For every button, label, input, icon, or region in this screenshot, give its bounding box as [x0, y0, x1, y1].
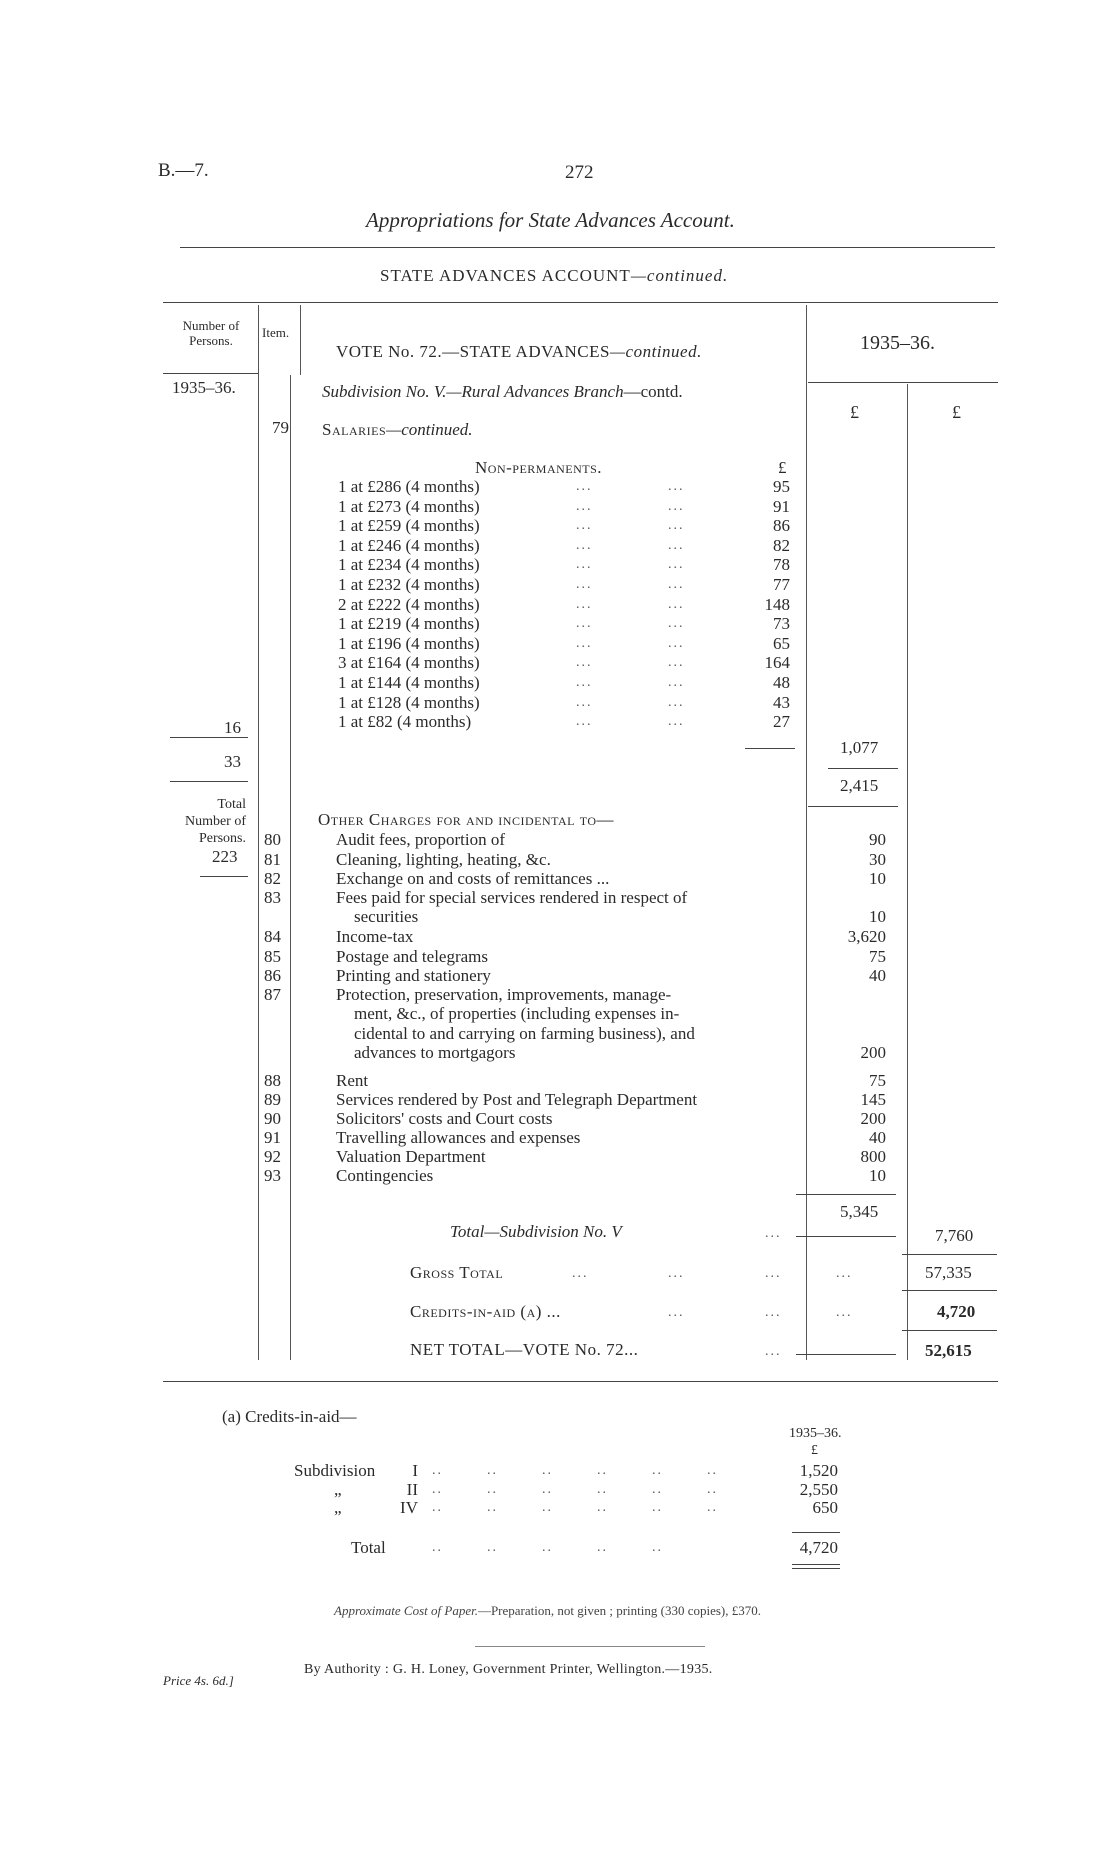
other-charges-subtotal: 5,345	[840, 1202, 879, 1221]
charge-amount: 40	[869, 1128, 886, 1147]
non-permanent-dots: ...	[668, 577, 685, 592]
charge-amount: 145	[860, 1090, 886, 1109]
charge-amount: 90	[869, 830, 886, 849]
charge-amount: 75	[869, 947, 886, 966]
charge-label-continuation: securities	[354, 907, 419, 927]
subdivision-total-dots: ...	[765, 1226, 782, 1241]
other-charges-rule	[796, 1194, 896, 1195]
credits-dots-3: ...	[836, 1305, 853, 1320]
credits-note-amount: 2,550	[799, 1479, 838, 1499]
credits-dots-1: ...	[668, 1305, 685, 1320]
charge-amount: 3,620	[847, 927, 886, 946]
non-permanent-dots: ...	[576, 714, 593, 730]
title-rule	[180, 247, 995, 248]
credits-note-label: „	[334, 1479, 342, 1499]
non-permanent-label: 1 at £234 (4 months)	[338, 555, 480, 575]
charge-item-number: 85	[264, 947, 281, 966]
gross-total-dots-1: ...	[572, 1266, 589, 1281]
cost-of-paper-label: Approximate Cost of Paper.	[334, 1603, 478, 1618]
subdivision-heading	[322, 382, 683, 402]
charge-amount: 10	[869, 869, 886, 888]
gross-total-label: Gross Total	[410, 1263, 504, 1282]
charge-amount: 800	[860, 1147, 886, 1166]
credits-note-amount: 1,520	[799, 1461, 838, 1480]
non-permanents-heading: Non-permanents.	[475, 458, 603, 477]
net-total-value: 52,615	[925, 1341, 972, 1360]
page-title: Appropriations for State Advances Account.	[366, 208, 735, 232]
non-permanent-dots: ...	[576, 694, 593, 710]
charge-label-continuation: ment, &c., of properties (including expenses in-	[354, 1004, 680, 1024]
vote-header	[336, 342, 702, 362]
credits-rule	[902, 1330, 997, 1331]
charge-label: Solicitors' costs and Court costs	[336, 1109, 553, 1128]
non-permanent-dots: ...	[668, 596, 685, 612]
non-permanent-label: 2 at £222 (4 months)	[338, 594, 480, 614]
non-permanent-amount: 43	[773, 692, 790, 712]
gross-total-dots-2: ...	[668, 1266, 685, 1281]
year-header-rule	[808, 382, 998, 383]
non-permanent-amount: 86	[773, 516, 790, 536]
charge-item-number: 88	[264, 1071, 281, 1090]
non-permanent-amount: 164	[764, 653, 790, 673]
non-permanent-dots: ...	[576, 479, 593, 494]
salaries-cont: —continued.	[386, 420, 473, 439]
non-permanent-amount: 27	[773, 712, 790, 732]
non-permanent-dots: ...	[668, 479, 685, 494]
total-persons-label-line1: Total	[217, 797, 246, 812]
column-rule-text	[806, 305, 807, 1360]
non-permanent-amount: 65	[773, 633, 790, 653]
charge-amount: 200	[860, 1109, 886, 1128]
charge-amount: 200	[860, 1042, 886, 1062]
non-permanent-amount: 77	[773, 575, 790, 594]
credits-in-aid-label: Credits-in-aid (a) ...	[410, 1302, 561, 1321]
charge-label: Protection, preservation, improvements, manage-	[336, 985, 672, 1004]
non-permanent-amount: 95	[773, 477, 790, 496]
charge-label: Travelling allowances and expenses	[336, 1128, 581, 1147]
credits-note-dots: .. .. .. .. .. ..	[432, 1500, 718, 1515]
vote-header-cont: —continued.	[609, 342, 702, 361]
non-permanent-label: 1 at £286 (4 months)	[338, 477, 480, 496]
charge-amount: 30	[869, 850, 886, 869]
charge-label: Contingencies	[336, 1166, 434, 1185]
credits-note-subdivision: I	[412, 1461, 418, 1480]
net-total-rule-left	[796, 1354, 896, 1355]
credits-note-total-label: Total	[351, 1538, 386, 1557]
charge-label: Valuation Department	[336, 1147, 486, 1166]
cost-of-paper-text: —Preparation, not given ; printing (330 copies), £370.	[477, 1603, 762, 1618]
persons-header-rule	[163, 373, 258, 374]
non-permanent-label: 1 at £246 (4 months)	[338, 535, 480, 555]
charge-label-continuation: cidental to and carrying on farming business), and	[354, 1023, 695, 1043]
cost-of-paper	[334, 1603, 761, 1619]
subdivision-total-label: Total—Subdivision No. V	[450, 1222, 622, 1241]
salaries-rule	[828, 768, 898, 769]
persons-rule-1	[170, 737, 248, 738]
non-permanent-label: 1 at £82 (4 months)	[338, 712, 472, 732]
non-permanent-amount: 78	[773, 555, 790, 575]
non-permanent-dots: ...	[668, 694, 685, 710]
charge-item-number: 80	[264, 830, 281, 849]
subdivision-suffix: —contd.	[623, 382, 683, 401]
non-permanent-dots: ...	[668, 655, 685, 671]
non-permanent-dots: ...	[668, 635, 685, 651]
gross-total-dots-4: ...	[836, 1266, 853, 1281]
non-permanent-dots: ...	[576, 518, 593, 534]
total-salaried-persons: 33	[224, 752, 241, 771]
total-persons-rule	[200, 876, 248, 877]
non-permanent-dots: ...	[668, 557, 685, 573]
column-rule-amounts	[907, 384, 908, 1360]
non-permanent-amount: 91	[773, 496, 790, 516]
charge-item-number: 91	[264, 1128, 281, 1147]
non-permanents-subtotal: 1,077	[840, 738, 879, 757]
charge-label: Rent	[336, 1071, 369, 1090]
charge-amount: 75	[869, 1071, 886, 1090]
non-permanent-dots: ...	[576, 596, 593, 612]
non-permanent-dots: ...	[576, 577, 593, 592]
gross-total-dots-3: ...	[765, 1266, 782, 1281]
charge-item-number: 86	[264, 966, 281, 985]
charge-amount: 10	[869, 907, 886, 927]
charge-item-number: 92	[264, 1147, 281, 1166]
subdivision-total-rule-right	[902, 1254, 997, 1255]
credits-note-total-dots: .. .. .. .. ..	[432, 1540, 663, 1555]
credits-dots-2: ...	[765, 1305, 782, 1320]
non-permanent-label: 1 at £144 (4 months)	[338, 673, 480, 692]
footer-rule	[475, 1646, 705, 1647]
subdivision-total-rule-left	[796, 1236, 896, 1237]
document-reference: B.—7.	[158, 160, 209, 181]
currency-col2: £	[952, 402, 961, 422]
persons-year: 1935–36.	[172, 378, 236, 397]
gross-total-rule	[902, 1290, 997, 1291]
non-permanent-label: 1 at £196 (4 months)	[338, 633, 480, 653]
non-permanent-amount: 48	[773, 673, 790, 692]
charge-label: Exchange on and costs of remittances ...	[336, 869, 610, 888]
gross-total-value: 57,335	[925, 1263, 972, 1282]
column-rule-item-header	[300, 305, 301, 375]
salaries-item: 79	[272, 418, 289, 437]
non-permanent-dots: ...	[576, 498, 593, 514]
non-permanent-label: 1 at £219 (4 months)	[338, 614, 480, 634]
table-top-rule	[163, 302, 998, 303]
non-permanent-dots: ...	[668, 675, 685, 690]
total-persons-label	[160, 796, 246, 847]
credits-note-subdivision: II	[406, 1479, 418, 1499]
printing-authority: By Authority : G. H. Loney, Government Printer, Wellington.—1935.	[304, 1662, 713, 1677]
non-permanents-currency: £	[778, 458, 787, 477]
charge-item-number: 83	[264, 888, 281, 907]
salaries-heading	[322, 420, 473, 440]
charge-label: Fees paid for special services rendered in respect of	[336, 888, 688, 907]
non-permanent-dots: ...	[668, 537, 685, 553]
charge-amount: 10	[869, 1166, 886, 1185]
non-permanent-label: 3 at £164 (4 months)	[338, 653, 480, 673]
salaries-total-rule	[808, 806, 898, 807]
total-persons-label-line3: Persons.	[198, 831, 246, 846]
charge-amount: 40	[869, 966, 886, 985]
credits-note-label: Subdivision	[294, 1461, 376, 1480]
charge-label: Cleaning, lighting, heating, &c.	[336, 850, 551, 869]
non-permanents-rule	[745, 748, 795, 749]
credits-note-dots: .. .. .. .. .. ..	[432, 1481, 718, 1497]
number-of-persons-header: Number of Persons.	[182, 318, 240, 348]
non-permanent-amount: 73	[773, 614, 790, 634]
item-header: Item.	[262, 325, 290, 340]
non-permanent-dots: ...	[668, 498, 685, 514]
non-permanent-dots: ...	[576, 616, 593, 632]
other-charges-heading: Other Charges for and incidental to—	[318, 810, 615, 829]
non-permanent-dots: ...	[576, 635, 593, 651]
non-permanent-dots: ...	[576, 655, 593, 671]
non-permanent-amount: 82	[773, 535, 790, 555]
subdivision-name: Rural Advances Branch	[461, 382, 624, 401]
column-rule-persons	[258, 305, 259, 1360]
credits-note-heading	[222, 1407, 357, 1427]
charge-label: Income-tax	[336, 927, 414, 946]
credits-note-dots: .. .. .. .. .. ..	[432, 1463, 718, 1478]
credits-note-double-rule-2	[792, 1568, 840, 1569]
non-permanent-label: 1 at £259 (4 months)	[338, 516, 480, 536]
non-permanent-dots: ...	[668, 714, 685, 730]
column-rule-item	[290, 375, 291, 1360]
non-permanent-dots: ...	[668, 518, 685, 534]
non-permanents-persons: 16	[224, 718, 241, 737]
subtitle-main: STATE ADVANCES ACCOUNT	[380, 266, 631, 285]
net-total-dots: ...	[765, 1344, 782, 1359]
total-persons-value: 223	[212, 847, 238, 866]
non-permanent-amount: 148	[764, 594, 790, 614]
charge-label: Postage and telegrams	[336, 947, 489, 966]
vote-header-main: VOTE No. 72.—STATE ADVANCES	[336, 342, 610, 361]
page-number: 272	[565, 162, 594, 183]
non-permanent-label: 1 at £232 (4 months)	[338, 575, 480, 594]
credits-note-label: „	[334, 1498, 342, 1517]
year-header: 1935–36.	[860, 332, 935, 354]
credits-note-subdivision: IV	[400, 1498, 418, 1517]
credits-note-heading-text: (a) Credits-in-aid—	[222, 1407, 357, 1426]
credits-note-amount: 650	[812, 1498, 838, 1517]
credits-note-double-rule-1	[792, 1564, 840, 1565]
subtitle-cont: —continued.	[630, 266, 729, 285]
salaries-label: Salaries	[322, 420, 387, 439]
credits-note-total-value: 4,720	[799, 1538, 838, 1557]
table-bottom-rule	[163, 1381, 998, 1382]
salaries-total: 2,415	[840, 776, 879, 795]
non-permanent-label: 1 at £273 (4 months)	[338, 496, 480, 516]
credits-note-currency: £	[811, 1443, 818, 1458]
charge-label: Printing and stationery	[336, 966, 491, 985]
charge-item-number: 82	[264, 869, 281, 888]
charge-item-number: 93	[264, 1166, 281, 1185]
subdivision-prefix: Subdivision No. V.—	[322, 382, 462, 401]
charge-label: Audit fees, proportion of	[336, 830, 506, 849]
charge-item-number: 89	[264, 1090, 281, 1109]
non-permanent-label: 1 at £128 (4 months)	[338, 692, 480, 712]
charge-item-number: 87	[264, 985, 281, 1004]
non-permanent-dots: ...	[668, 616, 685, 632]
charge-label: Services rendered by Post and Telegraph Department	[336, 1090, 698, 1109]
credits-note-rule	[792, 1532, 840, 1533]
non-permanent-dots: ...	[576, 537, 593, 553]
charge-item-number: 90	[264, 1109, 281, 1128]
charge-label-continuation: advances to mortgagors	[354, 1042, 516, 1062]
non-permanent-dots: ...	[576, 675, 593, 690]
non-permanent-dots: ...	[576, 557, 593, 573]
credits-in-aid-value: 4,720	[937, 1302, 976, 1321]
charge-item-number: 81	[264, 850, 281, 869]
currency-col1: £	[850, 402, 859, 422]
persons-rule-2	[170, 781, 248, 782]
section-subtitle	[380, 266, 728, 286]
price: Price 4s. 6d.]	[163, 1673, 234, 1688]
charge-item-number: 84	[264, 927, 281, 946]
credits-note-year: 1935–36.	[789, 1426, 842, 1441]
subdivision-total-value: 7,760	[935, 1226, 974, 1245]
total-persons-label-line2: Number of	[184, 814, 246, 829]
net-total-label: NET TOTAL—VOTE No. 72...	[410, 1340, 639, 1359]
